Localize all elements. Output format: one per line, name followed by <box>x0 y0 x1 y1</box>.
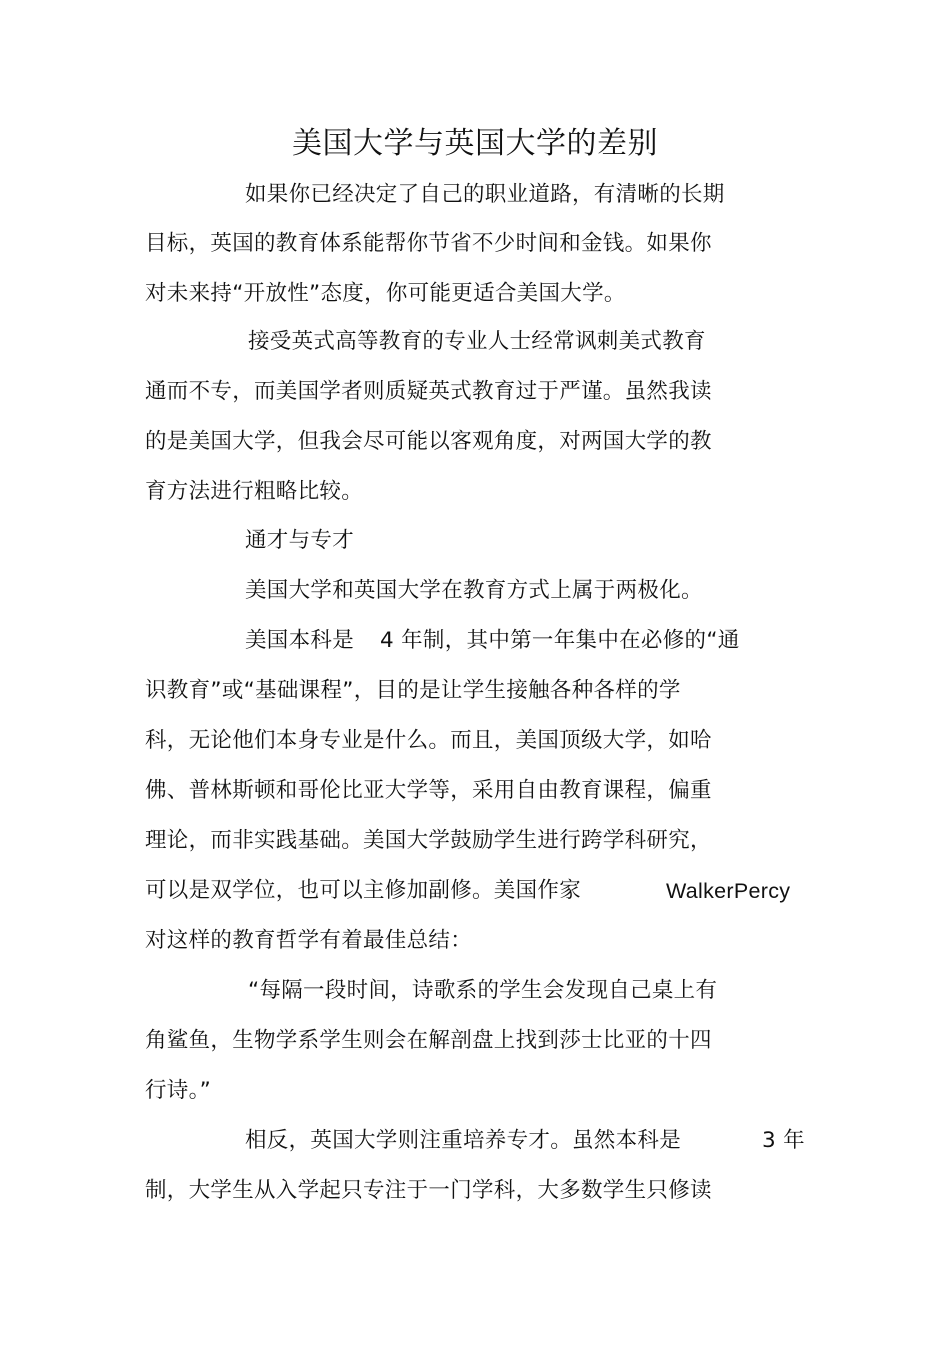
paragraph-line: 相反，英国大学则注重培养专才。虽然本科是 <box>245 1128 682 1153</box>
paragraph-line-continuation: 3 年 <box>762 1128 805 1153</box>
paragraph-line: 育方法进行粗略比较。 <box>145 479 364 504</box>
paragraph-line: 可以是双学位，也可以主修加副修。美国作家 <box>145 878 582 903</box>
paragraph-line: 美国本科是 <box>245 628 355 653</box>
paragraph-line: 的是美国大学，但我会尽可能以客观角度，对两国大学的教 <box>145 429 712 454</box>
paragraph-line: 对未来持“开放性”态度，你可能更适合美国大学。 <box>145 281 626 306</box>
paragraph-line: 制，大学生从入学起只专注于一门学科，大多数学生只修读 <box>145 1178 712 1203</box>
quote-line: 行诗。” <box>145 1078 212 1103</box>
quote-line: “每隔一段时间，诗歌系的学生会发现自己桌上有 <box>248 978 718 1003</box>
paragraph-line: 科，无论他们本身专业是什么。而且，美国顶级大学，如哈 <box>145 728 712 753</box>
paragraph-line: 识教育”或“基础课程”，目的是让学生接触各种各样的学 <box>145 678 681 703</box>
author-name: WalkerPercy <box>666 879 791 903</box>
paragraph-line: 目标，英国的教育体系能帮你节省不少时间和金钱。如果你 <box>145 231 712 256</box>
paragraph-line: 接受英式高等教育的专业人士经常讽刺美式教育 <box>248 329 706 354</box>
paragraph-line: 如果你已经决定了自己的职业道路，有清晰的长期 <box>245 182 725 207</box>
paragraph-line: 对这样的教育哲学有着最佳总结： <box>145 928 473 953</box>
quote-line: 角鲨鱼，生物学系学生则会在解剖盘上找到莎士比亚的十四 <box>145 1028 712 1053</box>
document-title: 美国大学与英国大学的差别 <box>292 126 658 161</box>
paragraph-line: 通而不专，而美国学者则质疑英式教育过于严谨。虽然我读 <box>145 379 712 404</box>
paragraph-line: 佛、普林斯顿和哥伦比亚大学等，采用自由教育课程，偏重 <box>145 778 712 803</box>
section-heading: 通才与专才 <box>245 528 355 553</box>
paragraph-line-continuation: 4 年制，其中第一年集中在必修的“通 <box>380 628 740 653</box>
paragraph-line: 美国大学和英国大学在教育方式上属于两极化。 <box>245 578 703 603</box>
paragraph-line: 理论，而非实践基础。美国大学鼓励学生进行跨学科研究， <box>145 828 712 853</box>
